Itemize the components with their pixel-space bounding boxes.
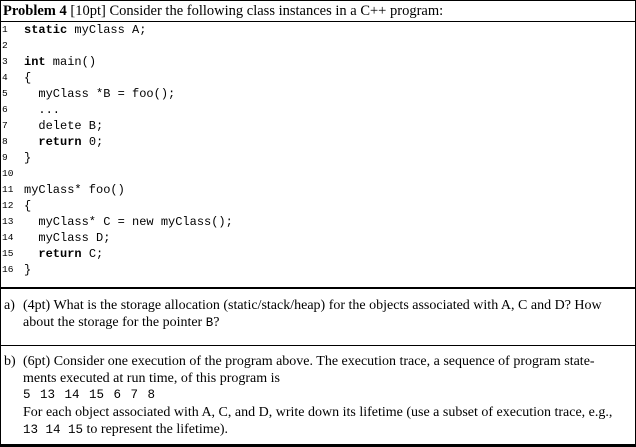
line-number: 4	[2, 72, 8, 83]
code-text	[24, 214, 233, 230]
pointer-b-code: B	[205, 316, 214, 330]
line-number: 12	[2, 200, 14, 211]
code-token: myClass *B = foo();	[24, 87, 176, 101]
question-b-label: b)	[4, 354, 16, 369]
problem-points: [10pt]	[70, 3, 106, 19]
code-text	[24, 22, 146, 38]
divider-questions	[0, 345, 636, 346]
line-number: 9	[2, 152, 8, 163]
code-token: }	[24, 263, 32, 277]
line-number: 7	[2, 120, 8, 131]
code-token	[24, 247, 38, 261]
code-text	[24, 262, 31, 278]
line-number: 10	[2, 168, 14, 179]
code-token: myClass* C = new myClass();	[24, 215, 233, 229]
code-text	[24, 230, 110, 246]
code-text	[24, 86, 175, 102]
problem-title	[3, 2, 443, 20]
code-text	[24, 134, 103, 150]
question-b-line-5-text: to represent the lifetime).	[83, 422, 229, 437]
question-b-line-1: (6pt) Consider one execution of the program above. The execution trace, a sequence of program state-	[23, 354, 595, 369]
line-number: 16	[2, 264, 14, 275]
question-a-line-2-text: about the storage for the pointer	[23, 315, 206, 330]
code-text	[24, 54, 96, 70]
code-token: myClass D;	[24, 231, 111, 245]
code-token: {	[24, 199, 32, 213]
line-number: 6	[2, 104, 8, 115]
code-token: {	[24, 71, 32, 85]
code-text	[24, 150, 31, 166]
code-token: C;	[81, 247, 104, 261]
line-number: 14	[2, 232, 14, 243]
code-token: }	[24, 151, 32, 165]
divider-middle	[0, 287, 636, 289]
code-text	[24, 198, 31, 214]
question-a-line-1: (4pt) What is the storage allocation (static/stack/heap) for the objects associated with A, C and D? How	[23, 298, 602, 313]
line-number: 15	[2, 248, 14, 259]
line-number: 5	[2, 88, 8, 99]
question-a-line-2	[23, 314, 629, 332]
code-token	[24, 135, 38, 149]
execution-trace: 5 13 14 15 6 7 8	[23, 388, 156, 402]
code-text	[24, 246, 103, 262]
code-token: main()	[45, 55, 97, 69]
code-text	[24, 102, 60, 118]
code-keyword: static	[24, 23, 68, 37]
question-a-line-2-end: ?	[213, 315, 220, 330]
question-a-body	[23, 297, 629, 332]
problem-intro: Consider the following class instances in a C++ program:	[109, 3, 444, 19]
line-number: 1	[2, 24, 8, 35]
lifetime-example-code: 13 14 15	[23, 423, 84, 437]
question-b-line-4: For each object associated with A, C, and D, write down its lifetime (use a subset of execution trace, e.g.,	[23, 405, 613, 420]
question-b-body	[23, 353, 629, 439]
code-keyword: return	[38, 247, 82, 261]
code-token: 0;	[81, 135, 104, 149]
code-token: myClass A;	[67, 23, 147, 37]
line-number: 8	[2, 136, 8, 147]
question-a-label: a)	[4, 298, 15, 313]
code-text	[24, 118, 103, 134]
code-text	[24, 182, 125, 198]
code-token: ...	[24, 103, 61, 117]
question-b-line-2: ments executed at run time, of this program is	[23, 371, 280, 386]
code-keyword: return	[38, 135, 82, 149]
code-text	[24, 70, 31, 86]
code-token: myClass* foo()	[24, 183, 125, 197]
divider-bottom	[0, 444, 636, 446]
question-b-line-5	[23, 421, 629, 439]
code-keyword: int	[24, 55, 46, 69]
line-number: 13	[2, 216, 14, 227]
problem-label: Problem 4	[3, 3, 67, 19]
line-number: 2	[2, 40, 8, 51]
line-number: 11	[2, 184, 14, 195]
code-token: delete B;	[24, 119, 104, 133]
line-number: 3	[2, 56, 8, 67]
